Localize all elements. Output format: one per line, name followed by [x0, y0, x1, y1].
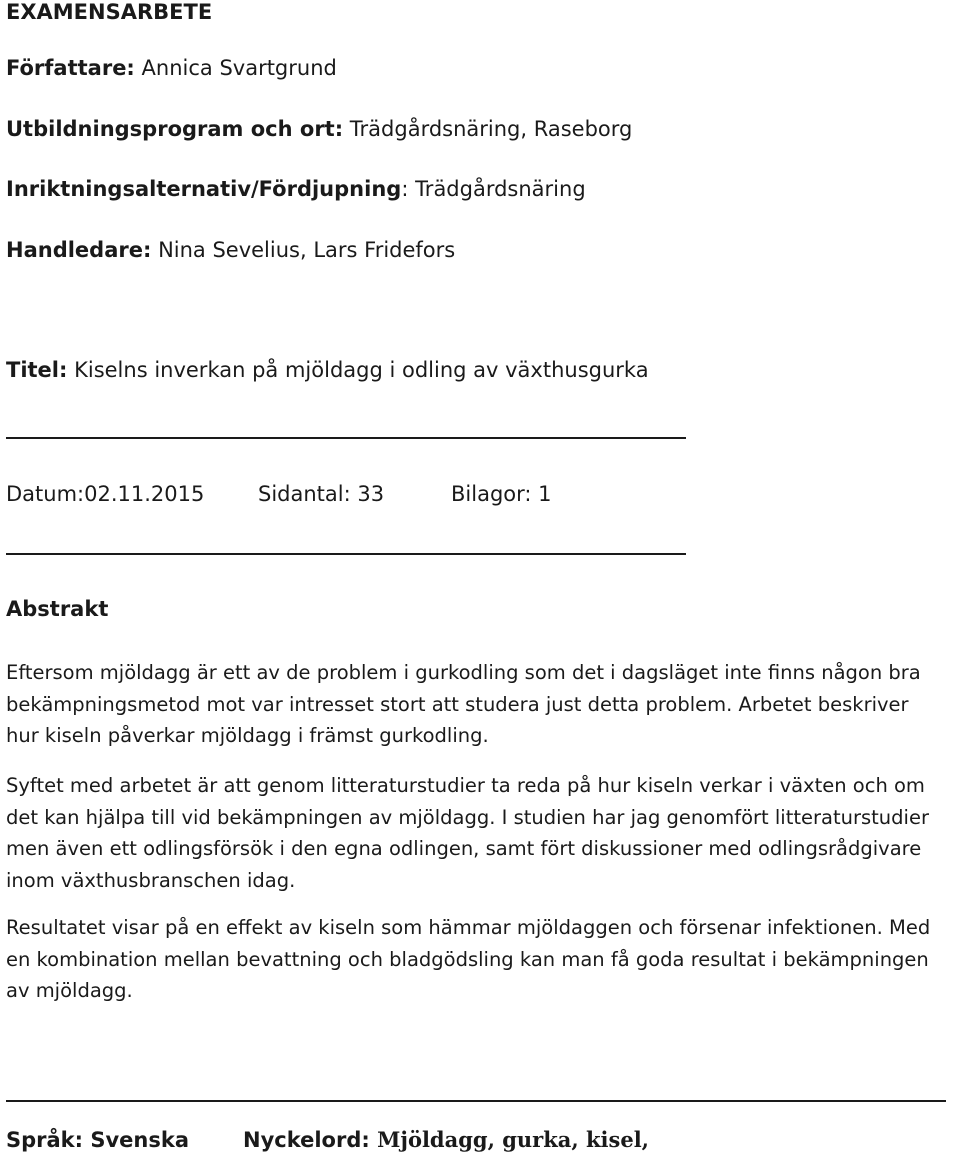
divider-rule: [6, 553, 686, 555]
title-label: Titel:: [6, 358, 68, 382]
abstract-paragraph: Resultatet visar på en effekt av kiseln som hämmar mjöldaggen och försenar infektionen. Med en kombination mellan bevattning och bladgödsling kan man få goda resultat i bekämpningen av mjöldagg.: [6, 916, 931, 1002]
track-label: Inriktningsalternativ/Fördjupning: [6, 177, 402, 201]
keywords-field: [243, 1128, 649, 1152]
footer-divider-rule: [6, 1100, 946, 1102]
date-field: Datum:02.11.2015: [6, 482, 205, 506]
author-value: Annica Svartgrund: [141, 56, 337, 80]
supervisor-field: [6, 238, 455, 262]
abstract-paragraph: Eftersom mjöldagg är ett av de problem i gurkodling som det i dagsläget inte finns någon bra bekämpningsmetod mot var intresset stort att studera just detta problem. Arbetet beskriver hur kiseln påverkar mjöldagg i främst gurkodling.: [6, 661, 921, 747]
track-value: : Trädgårdsnäring: [401, 177, 586, 201]
divider-rule: [6, 437, 686, 439]
keywords-label: Nyckelord:: [243, 1128, 370, 1152]
track-field: [6, 177, 586, 201]
page-count-field: Sidantal: 33: [258, 482, 385, 506]
document-type-heading: EXAMENSARBETE: [6, 0, 213, 24]
title-value: Kiselns inverkan på mjöldagg i odling av växthusgurka: [74, 358, 649, 382]
appendix-count-field: Bilagor: 1: [451, 482, 552, 506]
thesis-title-field: [6, 358, 649, 382]
program-label: Utbildningsprogram och ort:: [6, 117, 344, 141]
supervisor-value: Nina Sevelius, Lars Fridefors: [158, 238, 456, 262]
author-label: Författare:: [6, 56, 135, 80]
keywords-value: Mjöldagg, gurka, kisel,: [377, 1127, 649, 1152]
program-value: Trädgårdsnäring, Raseborg: [349, 117, 633, 141]
language-field: Språk: Svenska: [6, 1128, 190, 1152]
abstract-paragraph: Syftet med arbetet är att genom litteraturstudier ta reda på hur kiseln verkar i växten och om det kan hjälpa till vid bekämpningen av mjöldagg. I studien har jag genomfört litteraturstudier men även ett odlingsförsök i den egna odlingen, samt fört diskussioner med odlingsrådgivare inom växthusbranschen idag.: [6, 774, 929, 892]
supervisor-label: Handledare:: [6, 238, 152, 262]
author-field: [6, 56, 337, 80]
abstract-heading: Abstrakt: [6, 597, 109, 621]
program-field: [6, 117, 632, 141]
